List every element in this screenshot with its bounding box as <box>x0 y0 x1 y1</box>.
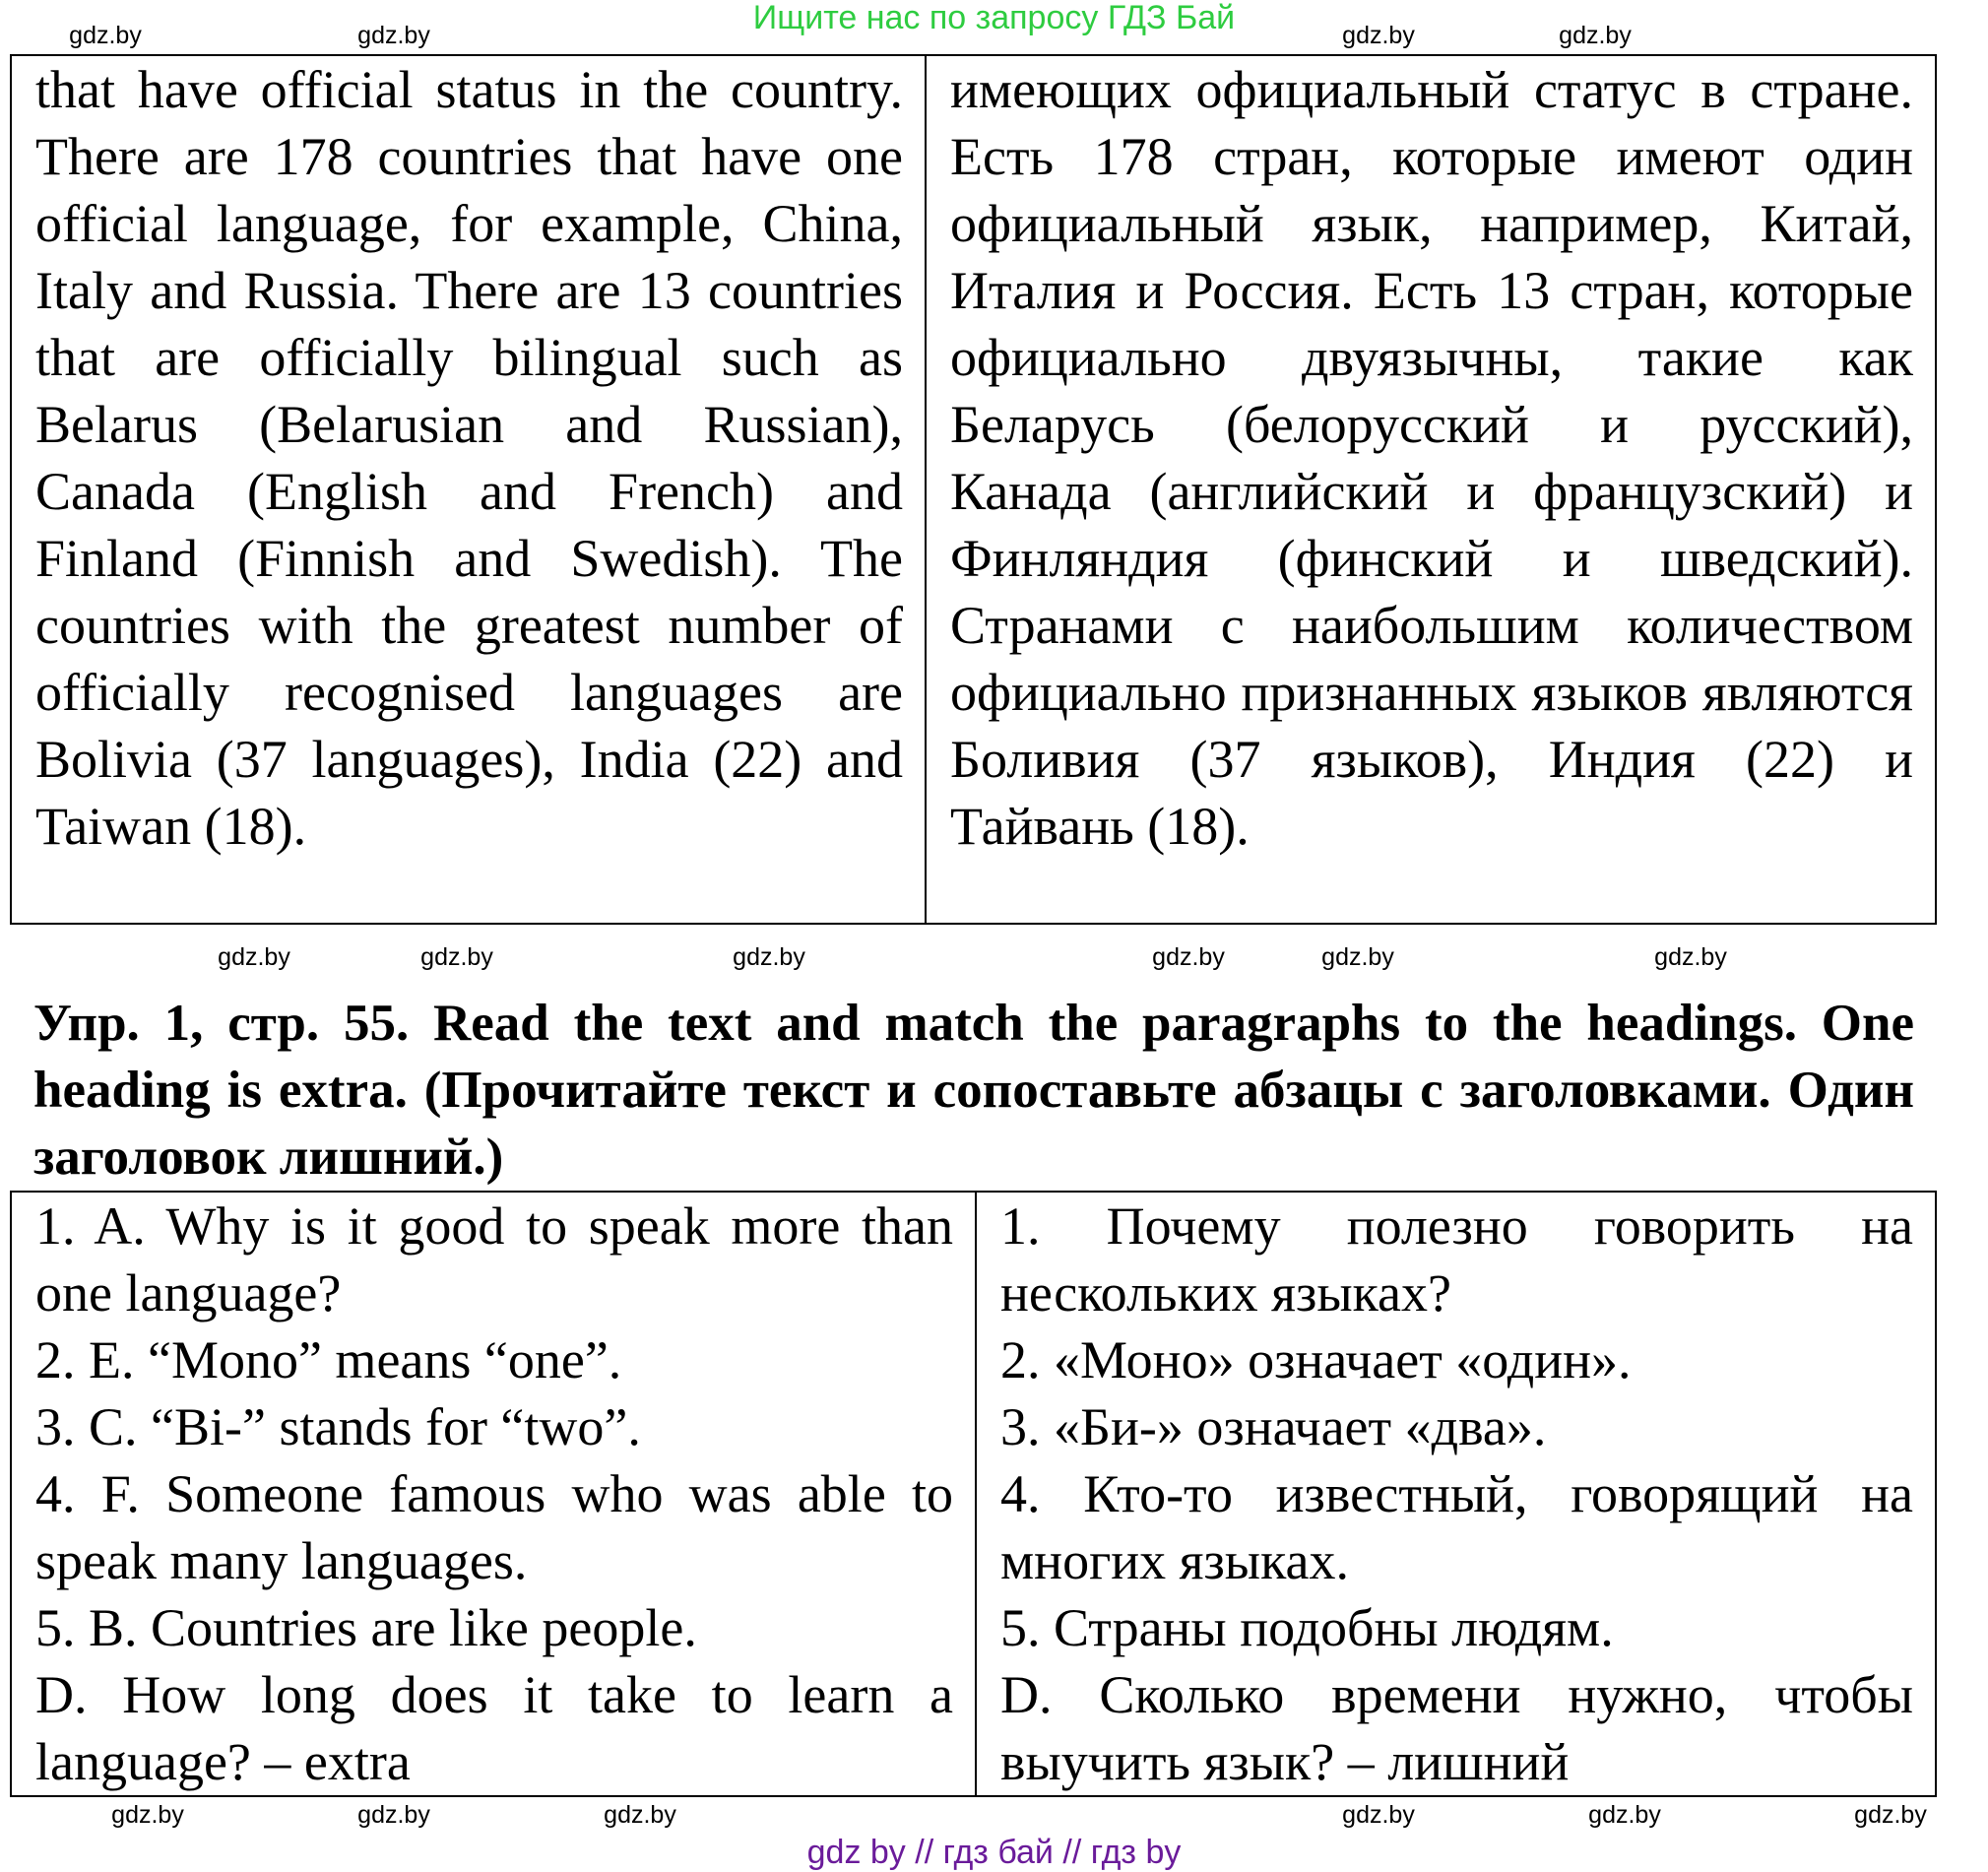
russian-answers <box>977 1193 1935 1795</box>
watermark: gdz.by <box>604 1801 676 1829</box>
watermark: gdz.by <box>218 943 290 971</box>
watermark: gdz.by <box>1321 943 1394 971</box>
answers-table <box>10 1191 1937 1797</box>
watermark: gdz.by <box>357 1801 430 1829</box>
answer-item: 3. C. “Bi-” stands for “two”. <box>35 1397 641 1456</box>
answer-item: 5. B. Countries are like people. <box>35 1598 697 1657</box>
answer-item: 2. «Моно» означает «один». <box>1000 1330 1632 1389</box>
exercise-heading: Упр. 1, стр. 55. Read the text and match the paragraphs to the headings. One heading is extra. (Прочитайте текст и сопоставьте абзацы с заголовками. Один заголовок лишний.) <box>33 995 1914 1186</box>
answer-item: 4. Кто-то известный, говорящий на многих языках. <box>1000 1464 1913 1590</box>
watermark: gdz.by <box>1654 943 1727 971</box>
russian-text: имеющих официальный статус в стране. Есть 178 стран, которые имеют один официальный язык, например, Китай, Италия и Россия. Есть 13 стран, которые официально двуязычны, такие как Беларусь (белорусский и русский), Канада (английский и французский) и Финляндия (финский и шведский). Странами с наибольшим количеством официально признанных языков являются Боливия (37 языков), Индия (22) и Тайвань (18). <box>950 60 1913 856</box>
english-text: that have official status in the country. There are 178 countries that have one official language, for example, China, Italy and Russia. There are 13 countries that are officially bilingual such as Belarus (Belarusian and Russian), Canada (English and French) and Finland (Finnish and Swedish). The countries with the greatest number of officially recognised languages are Bolivia (37 languages), India (22) and Taiwan (18). <box>12 56 927 923</box>
answer-item: 2. E. “Mono” means “one”. <box>35 1330 622 1389</box>
watermark: gdz.by <box>69 22 142 49</box>
answer-item: 3. «Би-» означает «два». <box>1000 1397 1547 1456</box>
translation-table-1 <box>10 54 1937 925</box>
top-strip <box>0 0 1988 54</box>
watermark: gdz.by <box>733 943 805 971</box>
watermark: gdz.by <box>1152 943 1225 971</box>
watermark: gdz.by <box>1342 22 1415 49</box>
footer-links[interactable]: gdz by // гдз бай // гдз by <box>806 1834 1182 1871</box>
watermark-strip <box>0 1797 1988 1833</box>
watermark: gdz.by <box>1559 22 1632 49</box>
watermark: gdz.by <box>111 1801 184 1829</box>
answer-item: D. How long does it take to learn a language? – extra <box>35 1665 953 1791</box>
answer-item: D. Сколько времени нужно, чтобы выучить язык? – лишний <box>1000 1665 1913 1791</box>
watermark: gdz.by <box>420 943 493 971</box>
watermark: gdz.by <box>1342 1801 1415 1829</box>
answer-item: 1. A. Why is it good to speak more than one language? <box>35 1196 953 1323</box>
answer-item: 5. Страны подобны людям. <box>1000 1598 1614 1657</box>
watermark: gdz.by <box>1854 1801 1927 1829</box>
watermark: gdz.by <box>357 22 430 49</box>
watermark: gdz.by <box>1588 1801 1661 1829</box>
english-answers <box>12 1193 977 1795</box>
search-banner[interactable]: Ищите нас по запросу ГДЗ Бай <box>752 0 1236 36</box>
watermark-strip <box>0 925 1988 990</box>
answer-item: 1. Почему полезно говорить на нескольких языках? <box>1000 1196 1913 1323</box>
answer-item: 4. F. Someone famous who was able to speak many languages. <box>35 1464 953 1590</box>
